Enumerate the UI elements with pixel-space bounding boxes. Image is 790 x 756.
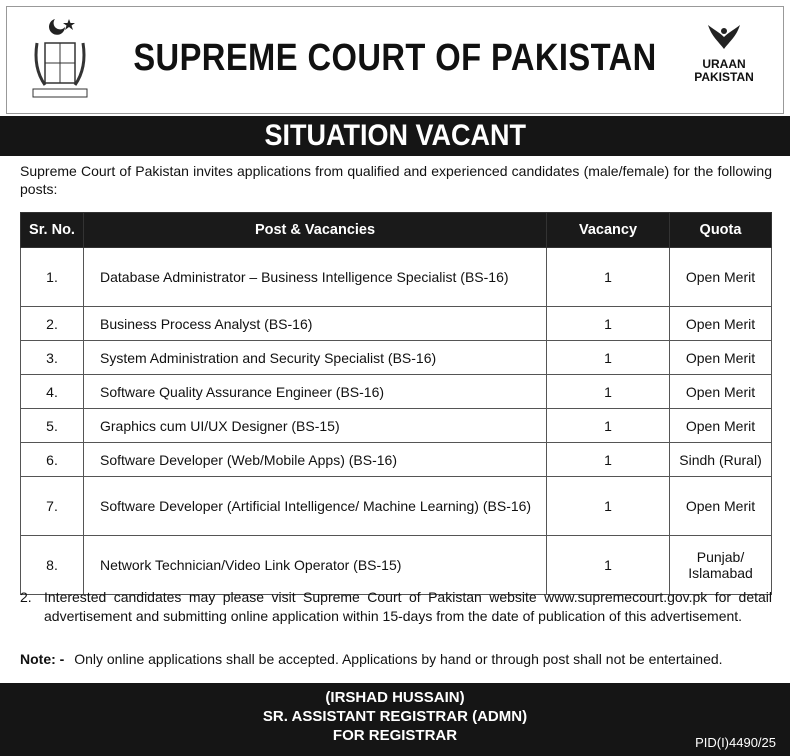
intro-paragraph: Supreme Court of Pakistan invites applications from qualified and experienced candidates (male/female) for the following posts: [20, 163, 772, 197]
vacancy-count: 1 [547, 477, 670, 536]
table-row [21, 307, 772, 341]
vacancies-table [20, 212, 772, 595]
quota: Open Merit [670, 375, 772, 409]
note-label: Note: - [20, 651, 65, 667]
header [6, 6, 784, 114]
quota: Sindh (Rural) [670, 443, 772, 477]
sr-no: 2. [21, 307, 84, 341]
quota: Open Merit [670, 248, 772, 307]
post-name: Graphics cum UI/UX Designer (BS-15) [84, 409, 547, 443]
table-row [21, 536, 772, 595]
vacancy-count: 1 [547, 375, 670, 409]
table-header-row [21, 213, 772, 248]
table-row [21, 341, 772, 375]
signatory-designation: SR. ASSISTANT REGISTRAR (ADMN) [262, 708, 528, 725]
quota: Open Merit [670, 341, 772, 375]
quota: Open Merit [670, 307, 772, 341]
signature-footer [0, 683, 790, 756]
post-name: Software Quality Assurance Engineer (BS-16) [84, 375, 547, 409]
table-row [21, 477, 772, 536]
vacancy-count: 1 [547, 443, 670, 477]
quota: Punjab/ Islamabad [670, 536, 772, 595]
sr-no: 7. [21, 477, 84, 536]
uraan-line2: PAKISTAN [694, 70, 754, 84]
court-title: SUPREME COURT OF PAKISTAN [133, 37, 657, 79]
paragraph-2 [20, 588, 772, 626]
post-name: System Administration and Security Specialist (BS-16) [84, 341, 547, 375]
sr-no: 4. [21, 375, 84, 409]
paragraph-number: 2. [20, 589, 32, 605]
post-name: Database Administrator – Business Intelligence Specialist (BS-16) [84, 248, 547, 307]
eagle-icon [704, 17, 744, 53]
banner-text: SITUATION VACANT [264, 119, 526, 152]
sr-no: 1. [21, 248, 84, 307]
vacancy-count: 1 [547, 248, 670, 307]
sr-no: 8. [21, 536, 84, 595]
post-name: Business Process Analyst (BS-16) [84, 307, 547, 341]
header-quota: Quota [670, 213, 772, 248]
pid-number: PID(I)4490/25 [695, 735, 776, 750]
uraan-line1: URAAN [702, 57, 746, 71]
note [20, 651, 772, 667]
post-name: Network Technician/Video Link Operator (BS-15) [84, 536, 547, 595]
header-vacancy: Vacancy [547, 213, 670, 248]
vacancy-count: 1 [547, 409, 670, 443]
quota: Open Merit [670, 409, 772, 443]
vacancy-count: 1 [547, 341, 670, 375]
quota: Open Merit [670, 477, 772, 536]
sr-no: 5. [21, 409, 84, 443]
table-row [21, 443, 772, 477]
situation-vacant-banner [0, 116, 790, 156]
sr-no: 6. [21, 443, 84, 477]
signatory-name: (IRSHAD HUSSAIN) [325, 689, 465, 706]
vacancy-count: 1 [547, 307, 670, 341]
signatory-for: FOR REGISTRAR [332, 727, 458, 744]
note-text: Only online applications shall be accepted. Applications by hand or through post shall not be entertained. [74, 651, 723, 667]
vacancy-count: 1 [547, 536, 670, 595]
header-post: Post & Vacancies [84, 213, 547, 248]
post-name: Software Developer (Web/Mobile Apps) (BS-16) [84, 443, 547, 477]
paragraph-2-text: Interested candidates may please visit Supreme Court of Pakistan website www.supremecourt.gov.pk for detail advertisement and submitting online application within 15-days from the date of publication of this advertisement. [44, 589, 772, 624]
table-row [21, 375, 772, 409]
uraan-pakistan-logo [679, 17, 769, 107]
table-row [21, 409, 772, 443]
sr-no: 3. [21, 341, 84, 375]
post-name: Software Developer (Artificial Intelligence/ Machine Learning) (BS-16) [84, 477, 547, 536]
header-sr-no: Sr. No. [21, 213, 84, 248]
table-row [21, 248, 772, 307]
